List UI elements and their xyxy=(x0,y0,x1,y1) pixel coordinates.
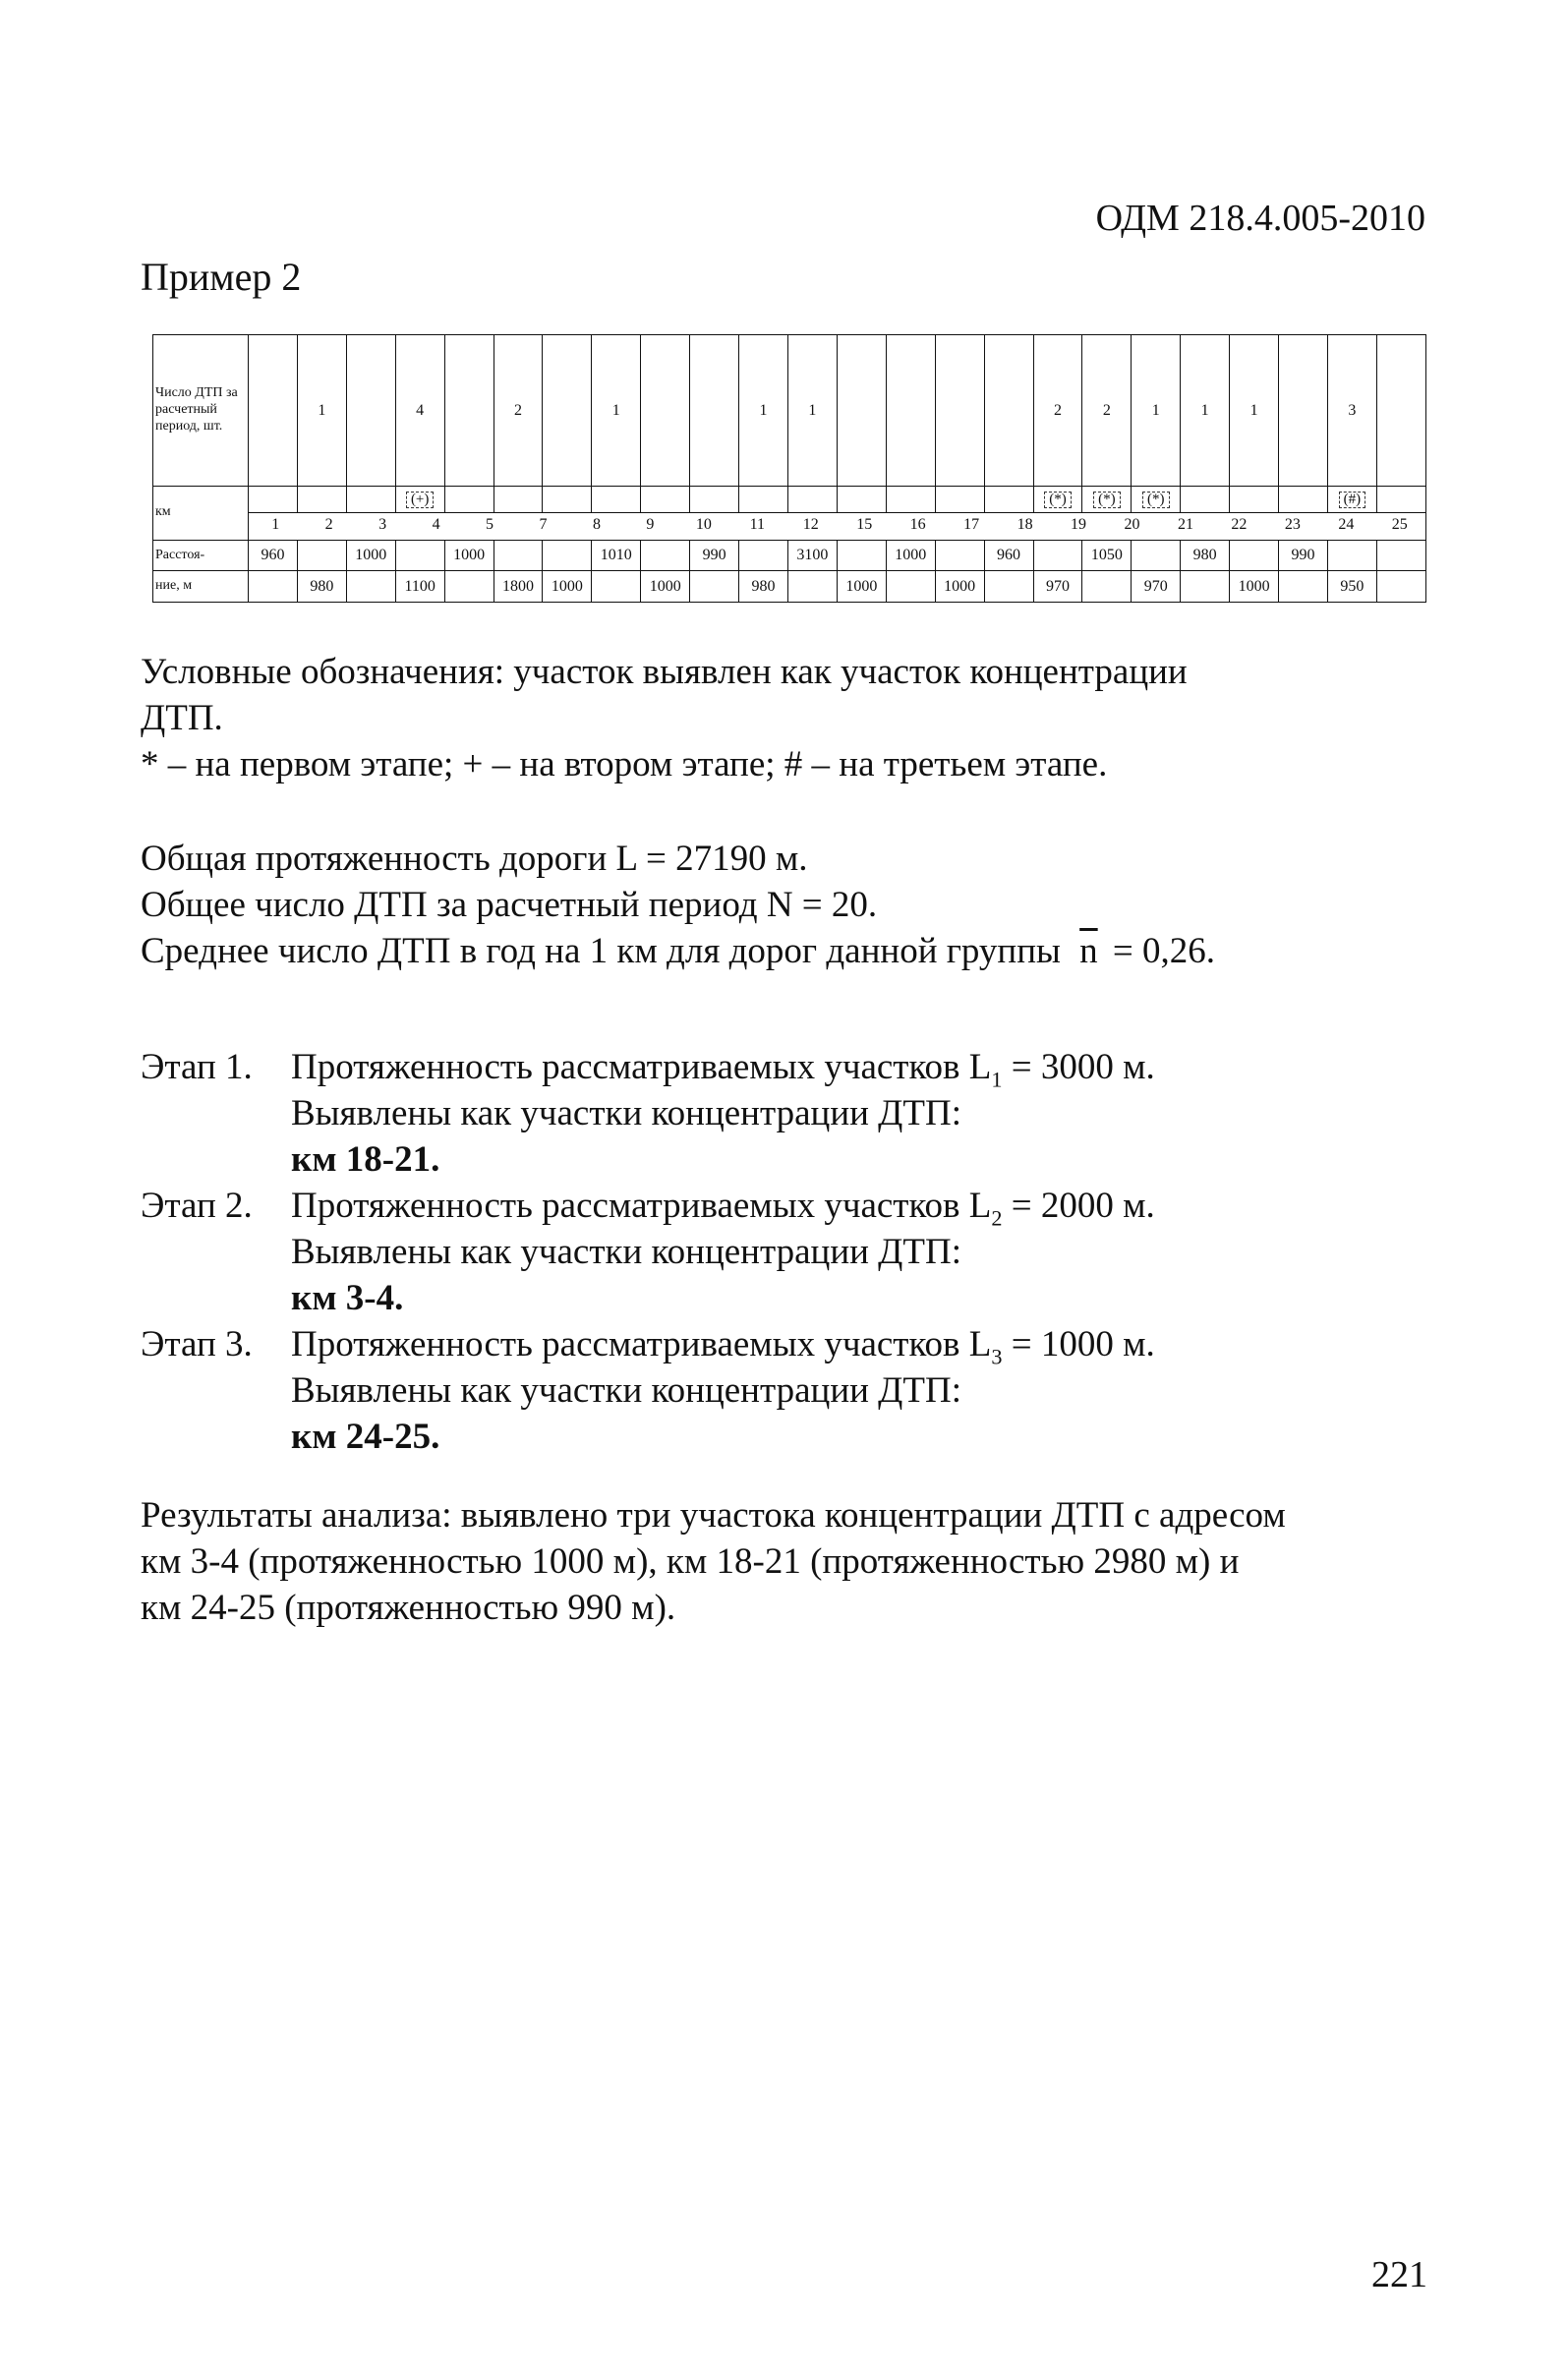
stage-length-index: 1 xyxy=(991,1067,1003,1092)
summary-formulas xyxy=(141,836,1215,974)
count-cell: 4 xyxy=(395,335,444,487)
legend-line: Условные обозначения: участок выявлен как участок концентрации xyxy=(141,652,1188,692)
stage-km: км 3-4. xyxy=(291,1278,404,1318)
stage-length-text: Протяженность рассматриваемых участков L xyxy=(291,1324,992,1364)
distance-cell xyxy=(1327,540,1376,571)
distance-row-header-bottom: ние, м xyxy=(153,571,249,603)
results-line: Результаты анализа: выявлено три участока концентрации ДТП с адресом xyxy=(141,1495,1286,1536)
distance-cell: 1000 xyxy=(346,540,395,571)
mark-cell xyxy=(494,487,543,513)
distance-cell xyxy=(444,571,494,603)
distance-cell xyxy=(249,571,298,603)
count-row xyxy=(153,335,1426,487)
mark-cell xyxy=(1230,487,1279,513)
mark-cell xyxy=(444,487,494,513)
average-rate-value: = 0,26. xyxy=(1112,931,1216,971)
count-cell xyxy=(984,335,1033,487)
distance-cell xyxy=(1230,540,1279,571)
count-cell xyxy=(641,335,690,487)
km-row xyxy=(153,513,1426,540)
distance-row-top xyxy=(153,540,1426,571)
count-cell: 1 xyxy=(592,335,641,487)
distance-cell: 1000 xyxy=(886,540,935,571)
km-label: 10 xyxy=(695,516,712,534)
distance-cell: 1100 xyxy=(395,571,444,603)
count-cell: 1 xyxy=(297,335,346,487)
distance-row-bottom xyxy=(153,571,1426,603)
distance-cell xyxy=(739,540,788,571)
mark-cell xyxy=(297,487,346,513)
stage-length-text: Протяженность рассматриваемых участков L xyxy=(291,1186,992,1226)
km-label: 22 xyxy=(1231,516,1248,534)
distance-cell xyxy=(787,571,837,603)
concentration-mark: (#) xyxy=(1339,492,1366,508)
km-label-cell xyxy=(249,513,1426,540)
distance-cell: 960 xyxy=(984,540,1033,571)
distance-cell: 980 xyxy=(1181,540,1230,571)
legend xyxy=(141,649,1188,787)
distance-cell xyxy=(297,540,346,571)
distance-cell xyxy=(543,540,592,571)
distance-row-header-top: Расстоя- xyxy=(153,540,249,571)
count-cell xyxy=(837,335,886,487)
stage-label: Этап 1. xyxy=(141,1047,253,1087)
distance-cell: 990 xyxy=(1279,540,1328,571)
distance-cell: 970 xyxy=(1033,571,1082,603)
distance-cell: 1000 xyxy=(444,540,494,571)
stage-length-value: = 1000 м. xyxy=(1002,1324,1155,1364)
mark-cell xyxy=(690,487,739,513)
stage-km: км 18-21. xyxy=(291,1139,440,1180)
mark-cell xyxy=(592,487,641,513)
distance-cell: 1000 xyxy=(837,571,886,603)
stage-length-value: = 3000 м. xyxy=(1002,1047,1155,1087)
km-label: 17 xyxy=(963,516,980,534)
distance-cell xyxy=(1181,571,1230,603)
average-rate-text: Среднее число ДТП в год на 1 км для дорог данной группы xyxy=(141,931,1061,971)
distance-cell xyxy=(1376,571,1425,603)
distance-cell xyxy=(1082,571,1132,603)
count-cell: 1 xyxy=(1181,335,1230,487)
legend-line: * – на первом этапе; + – на втором этапе; # – на третьем этапе. xyxy=(141,744,1108,784)
count-cell: 3 xyxy=(1327,335,1376,487)
stage-length-index: 2 xyxy=(991,1205,1003,1231)
distance-cell xyxy=(837,540,886,571)
stage-label: Этап 2. xyxy=(141,1186,253,1226)
document-code: ОДМ 218.4.005-2010 xyxy=(1095,198,1425,239)
mark-cell xyxy=(1132,487,1181,513)
concentration-mark: (*) xyxy=(1142,492,1170,508)
stage-km: км 24-25. xyxy=(291,1417,440,1457)
distance-cell xyxy=(1376,540,1425,571)
distance-cell xyxy=(641,540,690,571)
mark-cell xyxy=(1033,487,1082,513)
distance-cell xyxy=(395,540,444,571)
concentration-mark: (*) xyxy=(1093,492,1121,508)
km-label: 19 xyxy=(1071,516,1087,534)
mark-row xyxy=(153,487,1426,513)
concentration-mark: (*) xyxy=(1044,492,1072,508)
mark-cell xyxy=(1082,487,1132,513)
km-label: 21 xyxy=(1177,516,1193,534)
distance-cell xyxy=(690,571,739,603)
distance-cell: 980 xyxy=(739,571,788,603)
km-label: 15 xyxy=(856,516,873,534)
total-length: Общая протяженность дороги L = 27190 м. xyxy=(141,839,808,879)
stage-found: Выявлены как участки концентрации ДТП: xyxy=(291,1370,962,1411)
km-label: 18 xyxy=(1016,516,1033,534)
km-row-header: км xyxy=(153,487,249,541)
concentration-mark: (+) xyxy=(406,492,434,508)
mark-cell xyxy=(1327,487,1376,513)
count-cell: 1 xyxy=(739,335,788,487)
count-cell: 1 xyxy=(1132,335,1181,487)
count-cell: 2 xyxy=(494,335,543,487)
average-rate xyxy=(141,928,1215,974)
mark-cell xyxy=(1181,487,1230,513)
km-label: 12 xyxy=(802,516,819,534)
distance-cell xyxy=(592,571,641,603)
distance-cell: 1010 xyxy=(592,540,641,571)
mark-cell xyxy=(837,487,886,513)
count-cell xyxy=(1279,335,1328,487)
mark-cell xyxy=(641,487,690,513)
count-cell xyxy=(444,335,494,487)
mark-cell xyxy=(935,487,984,513)
count-cell xyxy=(690,335,739,487)
distance-cell xyxy=(494,540,543,571)
count-cell xyxy=(886,335,935,487)
distance-cell: 1000 xyxy=(1230,571,1279,603)
distance-cell: 1000 xyxy=(935,571,984,603)
stage-label: Этап 3. xyxy=(141,1324,253,1364)
mark-cell xyxy=(1376,487,1425,513)
stage-found: Выявлены как участки концентрации ДТП: xyxy=(291,1232,962,1272)
count-cell: 1 xyxy=(1230,335,1279,487)
distance-cell xyxy=(346,571,395,603)
average-rate-symbol: $\overline{n}$ xyxy=(1079,931,1098,971)
distance-cell xyxy=(1279,571,1328,603)
distance-cell xyxy=(1132,540,1181,571)
distance-cell xyxy=(1033,540,1082,571)
count-row-header: Число ДТП за расчетный период, шт. xyxy=(153,335,249,487)
km-label: 11 xyxy=(749,516,766,534)
distance-cell: 1800 xyxy=(494,571,543,603)
count-cell xyxy=(1376,335,1425,487)
mark-cell xyxy=(739,487,788,513)
mark-cell xyxy=(249,487,298,513)
count-cell: 2 xyxy=(1082,335,1132,487)
legend-line: ДТП. xyxy=(141,698,223,738)
distance-cell: 970 xyxy=(1132,571,1181,603)
total-count: Общее число ДТП за расчетный период N = 20. xyxy=(141,885,878,925)
distance-cell: 1000 xyxy=(641,571,690,603)
km-label: 23 xyxy=(1284,516,1301,534)
distance-cell xyxy=(984,571,1033,603)
count-cell xyxy=(935,335,984,487)
count-cell: 2 xyxy=(1033,335,1082,487)
count-cell: 1 xyxy=(787,335,837,487)
results-line: км 3-4 (протяженностью 1000 м), км 18-21 (протяженностью 2980 м) и xyxy=(141,1541,1240,1582)
mark-cell xyxy=(886,487,935,513)
count-cell xyxy=(249,335,298,487)
km-label: 8 xyxy=(592,516,601,534)
page-number: 221 xyxy=(1371,2254,1427,2295)
distance-cell: 960 xyxy=(249,540,298,571)
stage-length-text: Протяженность рассматриваемых участков L xyxy=(291,1047,992,1087)
mark-cell xyxy=(984,487,1033,513)
mark-cell xyxy=(543,487,592,513)
stage-length-index: 3 xyxy=(991,1344,1003,1369)
mark-cell xyxy=(787,487,837,513)
count-cell xyxy=(543,335,592,487)
distance-cell: 3100 xyxy=(787,540,837,571)
analysis-results xyxy=(141,1492,1286,1631)
results-line: км 24-25 (протяженностью 990 м). xyxy=(141,1588,676,1628)
mark-cell xyxy=(1279,487,1328,513)
mark-cell xyxy=(395,487,444,513)
distance-cell: 950 xyxy=(1327,571,1376,603)
distance-cell: 990 xyxy=(690,540,739,571)
mark-cell xyxy=(346,487,395,513)
stage-length-value: = 2000 м. xyxy=(1002,1186,1155,1226)
stage-found: Выявлены как участки концентрации ДТП: xyxy=(291,1093,962,1133)
km-label: 1 xyxy=(271,516,280,534)
km-label: 25 xyxy=(1391,516,1408,534)
km-label: 3 xyxy=(378,516,387,534)
count-cell xyxy=(346,335,395,487)
km-label: 2 xyxy=(324,516,333,534)
km-label: 7 xyxy=(539,516,548,534)
accident-table xyxy=(152,334,1426,603)
example-title: Пример 2 xyxy=(141,255,302,299)
km-label: 5 xyxy=(486,516,494,534)
distance-cell: 980 xyxy=(297,571,346,603)
km-label: 9 xyxy=(646,516,655,534)
km-label: 16 xyxy=(909,516,926,534)
distance-cell: 1000 xyxy=(543,571,592,603)
distance-cell: 1050 xyxy=(1082,540,1132,571)
km-label: 24 xyxy=(1338,516,1355,534)
distance-cell xyxy=(935,540,984,571)
distance-cell xyxy=(886,571,935,603)
km-label: 20 xyxy=(1124,516,1140,534)
km-label: 4 xyxy=(432,516,440,534)
